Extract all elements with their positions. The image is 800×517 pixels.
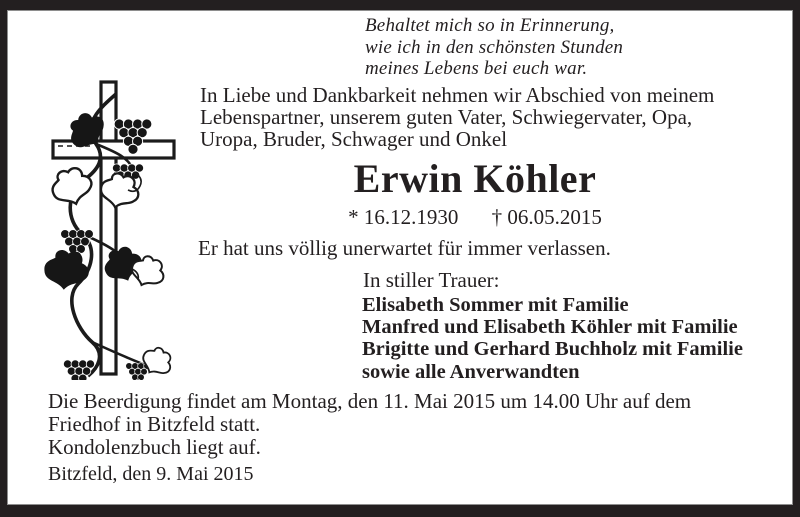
place-date: Bitzfeld, den 9. Mai 2015 bbox=[48, 463, 254, 485]
mourners-list bbox=[362, 294, 743, 383]
funeral-line: Die Beerdigung findet am Montag, den 11. Mai 2015 um 14.00 Uhr auf dem bbox=[48, 389, 692, 413]
intro-line: In Liebe und Dankbarkeit nehmen wir Abschied von meinem bbox=[200, 83, 715, 107]
birth-date: * 16.12.1930 bbox=[348, 205, 459, 229]
farewell-text: Er hat uns völlig unerwartet für immer verlassen. bbox=[198, 236, 611, 260]
intro-text bbox=[200, 84, 714, 150]
mourner-name: Elisabeth Sommer mit Familie bbox=[362, 294, 629, 316]
cross-with-grapevine-icon bbox=[36, 76, 186, 380]
funeral-line: Friedhof in Bitzfeld statt. bbox=[48, 412, 261, 436]
mourner-name: sowie alle Anverwandten bbox=[362, 360, 580, 383]
funeral-info bbox=[48, 390, 691, 459]
life-dates bbox=[200, 205, 750, 230]
death-date: † 06.05.2015 bbox=[491, 205, 602, 229]
mourner-name: Manfred und Elisabeth Köhler mit Familie bbox=[362, 316, 738, 339]
quote-line: wie ich in den schönsten Stunden bbox=[365, 36, 624, 58]
memorial-quote bbox=[365, 15, 623, 80]
quote-line: meines Lebens bei euch war. bbox=[365, 58, 588, 79]
quote-line: Behaltet mich so in Erinnerung, bbox=[365, 15, 615, 36]
mourner-name: Brigitte und Gerhard Buchholz mit Familie bbox=[362, 338, 743, 361]
mourning-label: In stiller Trauer: bbox=[363, 268, 500, 292]
condolence-note: Kondolenzbuch liegt auf. bbox=[48, 435, 261, 459]
intro-line: Lebenspartner, unserem guten Vater, Schwiegervater, Opa, bbox=[200, 105, 693, 129]
intro-line: Uropa, Bruder, Schwager und Onkel bbox=[200, 127, 508, 151]
deceased-name: Erwin Köhler bbox=[353, 156, 597, 201]
